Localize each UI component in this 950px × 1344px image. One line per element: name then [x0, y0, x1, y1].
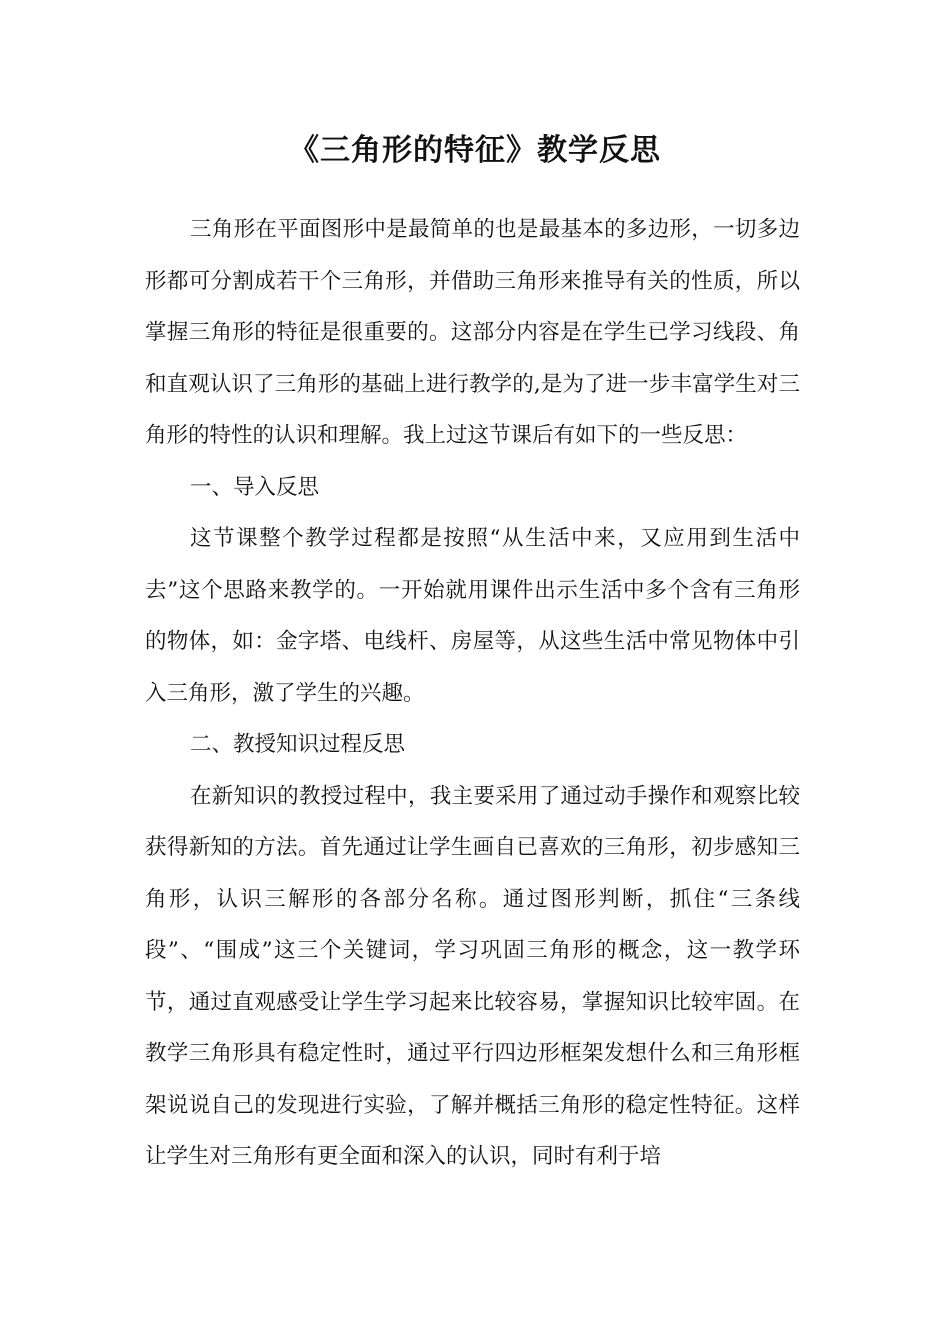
paragraph-intro-reflection: 这节课整个教学过程都是按照“从生活中来，又应用到生活中去”这个思路来教学的。一开始就用课件出示生活中多个含有三角形的物体，如：金字塔、电线杆、房屋等，从这些生活中常见物体中引入三角形，激了学生的兴趣。 [145, 526, 800, 706]
section-heading-intro-reflection: 一、导入反思 [190, 474, 320, 500]
paragraph-intro: 三角形在平面图形中是最简单的也是最基本的多边形，一切多边形都可分割成若干个三角形，并借助三角形来推导有关的性质，所以掌握三角形的特征是很重要的。这部分内容是在学生已学习线段、角和直观认识了三角形的基础上进行教学的,是为了进一步丰富学生对三角形的特性的认识和理解。我上过这节课后有如下的一些反思： [145, 217, 800, 448]
document-body [145, 204, 800, 1183]
paragraph-teaching-reflection: 在新知识的教授过程中，我主要采用了通过动手操作和观察比较获得新知的方法。首先通过让学生画自已喜欢的三角形，初步感知三角形，认识三解形的各部分名称。通过图形判断，抓住“三条线段”、“围成”这三个关键词，学习巩固三角形的概念，这一教学环节，通过直观感受让学生学习起来比较容易，掌握知识比较牢固。在教学三角形具有稳定性时，通过平行四边形框架发想什么和三角形框架说说自己的发现进行实验，了解并概括三角形的稳定性特征。这样让学生对三角形有更全面和深入的认识，同时有利于培 [145, 783, 800, 1169]
document-title: 《三角形的特征》教学反思 [289, 133, 661, 168]
section-heading-teaching-reflection: 二、教授知识过程反思 [190, 732, 406, 757]
